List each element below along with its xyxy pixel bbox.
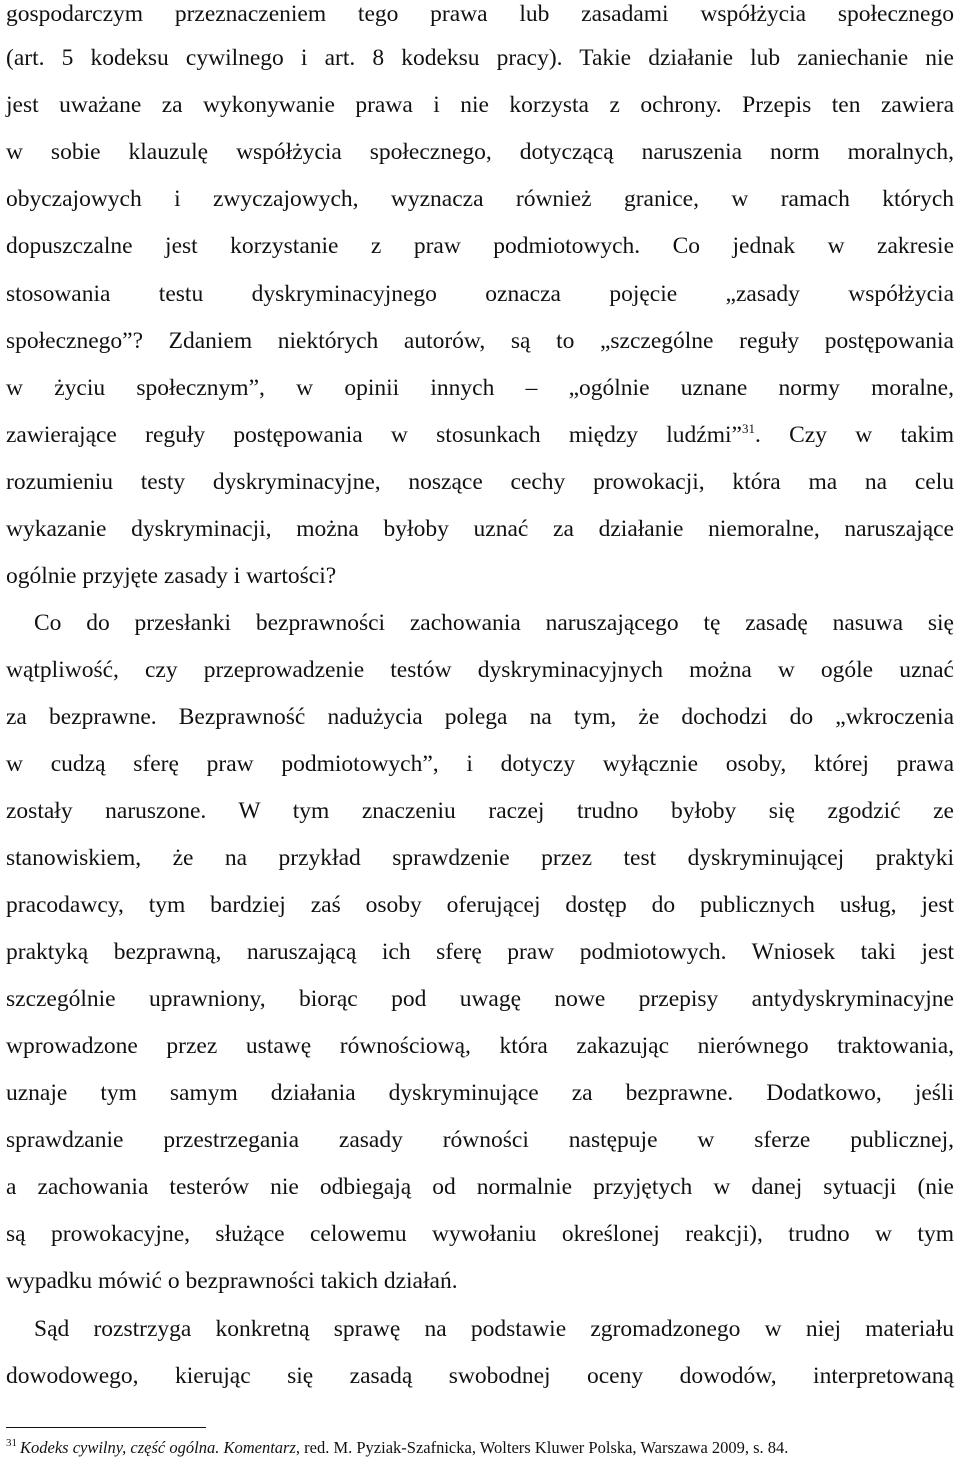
text-line-11: rozumieniu testy dyskryminacyjne, noszące cechy prowokacji, która ma na celu bbox=[6, 469, 954, 495]
footnote-number: 31 bbox=[6, 1437, 17, 1449]
footnote-divider bbox=[6, 1427, 206, 1428]
text-line-18: zostały naruszone. W tym znaczeniu raczej trudno byłoby się zgodzić ze bbox=[6, 798, 954, 824]
text-line-2: (art. 5 kodeksu cywilnego i art. 8 kodeksu pracy). Takie działanie lub zaniechanie nie bbox=[6, 45, 954, 71]
text-line-16: za bezprawne. Bezprawność nadużycia polega na tym, że dochodzi do „wkroczenia bbox=[6, 704, 954, 730]
text-line-3: jest uważane za wykonywanie prawa i nie korzysta z ochrony. Przepis ten zawiera bbox=[6, 92, 954, 118]
text-line-10-tail: . Czy w takim bbox=[754, 422, 954, 448]
text-line-14: Co do przesłanki bezprawności zachowania naruszającego tę zasadę nasuwa się bbox=[34, 610, 954, 636]
text-line-13: ogólnie przyjęte zasady i wartości? bbox=[6, 563, 337, 589]
text-line-9: w życiu społecznym”, w opinii innych – „ogólnie uznane normy moralne, bbox=[6, 375, 954, 401]
footnote-citation: , red. M. Pyziak-Szafnicka, Wolters Kluwer Polska, Warszawa 2009, s. 84. bbox=[295, 1438, 789, 1457]
text-line-19: stanowiskiem, że na przykład sprawdzenie przez test dyskryminującej praktyki bbox=[6, 845, 954, 871]
text-line-24: uznaje tym samym działania dyskryminujące za bezprawne. Dodatkowo, jeśli bbox=[6, 1080, 954, 1106]
footnote-title: Kodeks cywilny, część ogólna. Komentarz bbox=[20, 1438, 296, 1457]
text-line-20: pracodawcy, tym bardziej zaś osoby oferującej dostęp do publicznych usług, jest bbox=[6, 892, 954, 918]
text-line-21: praktyką bezprawną, naruszającą ich sferę praw podmiotowych. Wniosek taki jest bbox=[6, 939, 954, 965]
footnote bbox=[6, 1436, 954, 1462]
text-line-10-main: zawierające reguły postępowania w stosunkach między ludźmi” bbox=[6, 422, 742, 448]
text-line-23: wprowadzone przez ustawę równościową, która zakazując nierównego traktowania, bbox=[6, 1033, 954, 1059]
text-line-10 bbox=[6, 415, 954, 455]
text-line-6: dopuszczalne jest korzystanie z praw podmiotowych. Co jednak w zakresie bbox=[6, 233, 954, 259]
text-line-22: szczególnie uprawniony, biorąc pod uwagę nowe przepisy antydyskryminacyjne bbox=[6, 986, 954, 1012]
text-line-8: społecznego”? Zdaniem niektórych autorów, są to „szczególne reguły postępowania bbox=[6, 328, 954, 354]
footnote-reference: 31 bbox=[741, 421, 755, 436]
text-line-26: a zachowania testerów nie odbiegają od normalnie przyjętych w danej sytuacji (nie bbox=[6, 1174, 954, 1200]
text-line-1: gospodarczym przeznaczeniem tego prawa lub zasadami współżycia społecznego bbox=[6, 1, 954, 27]
text-line-15: wątpliwość, czy przeprowadzenie testów dyskryminacyjnych można w ogóle uznać bbox=[6, 657, 954, 683]
text-line-17: w cudzą sferę praw podmiotowych”, i dotyczy wyłącznie osoby, której prawa bbox=[6, 751, 954, 777]
text-line-28: wypadku mówić o bezprawności takich działań. bbox=[6, 1268, 458, 1294]
text-line-7: stosowania testu dyskryminacyjnego oznacza pojęcie „zasady współżycia bbox=[6, 281, 954, 307]
text-line-30: dowodowego, kierując się zasadą swobodnej oceny dowodów, interpretowaną bbox=[6, 1363, 954, 1389]
text-line-12: wykazanie dyskryminacji, można byłoby uznać za działanie niemoralne, naruszające bbox=[6, 516, 954, 542]
text-line-27: są prowokacyjne, służące celowemu wywołaniu określonej reakcji), trudno w tym bbox=[6, 1221, 954, 1247]
text-line-5: obyczajowych i zwyczajowych, wyznacza również granice, w ramach których bbox=[6, 186, 954, 212]
text-line-25: sprawdzanie przestrzegania zasady równości następuje w sferze publicznej, bbox=[6, 1127, 954, 1153]
text-line-4: w sobie klauzulę współżycia społecznego, dotyczącą naruszenia norm moralnych, bbox=[6, 139, 954, 165]
text-line-29: Sąd rozstrzyga konkretną sprawę na podstawie zgromadzonego w niej materiału bbox=[34, 1316, 954, 1342]
